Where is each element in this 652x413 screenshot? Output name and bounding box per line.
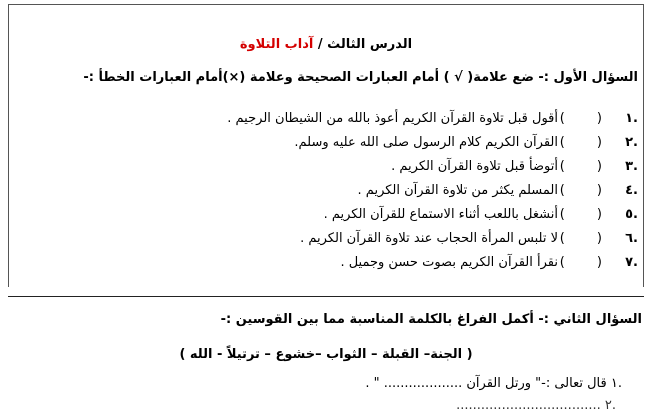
list-item bbox=[78, 202, 638, 226]
lesson-label: الدرس الثالث / bbox=[317, 37, 413, 52]
list-item bbox=[78, 226, 638, 250]
item-number: .٥ bbox=[625, 206, 638, 222]
section-divider bbox=[8, 296, 644, 297]
list-item bbox=[78, 106, 638, 130]
lesson-topic: آداب التلاوة bbox=[239, 37, 314, 52]
item-text: أقول قبل تلاوة القرآن الكريم أعوذ بالله من الشيطان الرجيم . bbox=[227, 110, 558, 126]
item-number: .٣ bbox=[625, 158, 638, 174]
list-item bbox=[78, 154, 638, 178]
list-item bbox=[78, 250, 638, 274]
answer-box[interactable]: ( ) bbox=[559, 134, 616, 150]
answer-box[interactable]: ( ) bbox=[559, 206, 616, 222]
item-number: .١ bbox=[625, 110, 638, 126]
item-text: القرآن الكريم كلام الرسول صلى الله عليه وسلم. bbox=[294, 134, 558, 150]
lesson-title bbox=[0, 37, 652, 52]
item-number: .٦ bbox=[625, 230, 638, 246]
question1-heading: السؤال الأول :- ضع علامة( √ ) أمام العبارات الصحيحة وعلامة (×)أمام العبارات الخطأ :- bbox=[83, 70, 638, 85]
item-number: .٢ bbox=[625, 134, 638, 150]
word-bank: ( الجنة– القبلة – الثواب –خشوع – ترتيلاً - الله ) bbox=[179, 347, 473, 362]
answer-box[interactable]: ( ) bbox=[559, 254, 616, 270]
item-text: أتوضأ قبل تلاوة القرآن الكريم . bbox=[391, 158, 558, 174]
list-item bbox=[78, 130, 638, 154]
item-text: أنشغل باللعب أثناء الاستماع للقرآن الكريم . bbox=[323, 206, 558, 222]
item-text: نقرأ القرآن الكريم بصوت حسن وجميل . bbox=[340, 254, 558, 270]
question1-items bbox=[78, 106, 638, 274]
page-border-top bbox=[8, 4, 644, 5]
answer-box[interactable]: ( ) bbox=[559, 110, 616, 126]
answer-box[interactable]: ( ) bbox=[559, 158, 616, 174]
answer-box[interactable]: ( ) bbox=[559, 182, 616, 198]
item-text: لا تلبس المرأة الحجاب عند تلاوة القرآن الكريم . bbox=[300, 230, 558, 246]
list-item bbox=[78, 178, 638, 202]
fill-item-2[interactable]: .٢ ................................... bbox=[456, 398, 616, 413]
fill-item-1[interactable]: .١ قال تعالى :-" ورتل القرآن ................... " . bbox=[365, 376, 622, 391]
question2-heading: السؤال الثاني :- أكمل الفراغ بالكلمة المناسبة مما بين القوسين :- bbox=[220, 312, 642, 327]
item-number: .٤ bbox=[625, 182, 638, 198]
item-text: المسلم يكثر من تلاوة القرآن الكريم . bbox=[357, 182, 558, 198]
item-number: .٧ bbox=[625, 254, 638, 270]
answer-box[interactable]: ( ) bbox=[559, 230, 616, 246]
